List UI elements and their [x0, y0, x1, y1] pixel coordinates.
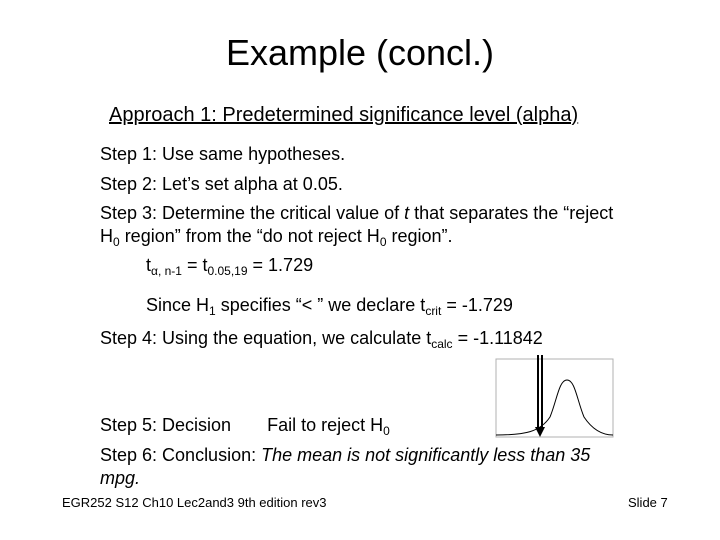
- since-c: = -1.729: [441, 295, 513, 315]
- step-2: Step 2: Let’s set alpha at 0.05.: [100, 174, 343, 194]
- formula-t: t: [146, 255, 152, 275]
- step-6-a: Step 6: Conclusion:: [100, 445, 262, 465]
- since-sub-1: 1: [209, 304, 216, 318]
- step-5-a: Step 5: Decision: [100, 415, 232, 435]
- step-5: [100, 415, 390, 436]
- step-6-line-2: mpg.: [100, 468, 141, 488]
- t-distribution-plot: [495, 355, 615, 440]
- since-statement: [146, 295, 513, 316]
- step-3-t: t: [404, 203, 410, 223]
- step-3-line-1: [100, 203, 613, 224]
- formula-sub-df: 0.05,19: [207, 264, 248, 278]
- step-4-sub: calc: [431, 337, 453, 351]
- step-4-a: Step 4: Using the equation, we calculate t: [100, 328, 432, 348]
- step-3-sub-0a: 0: [113, 235, 120, 249]
- step-5-sub: 0: [383, 424, 390, 438]
- step-3-mid: region” from the “do not reject H: [119, 226, 380, 246]
- since-b: specifies “< ” we declare t: [215, 295, 426, 315]
- step-3-end: region”.: [386, 226, 453, 246]
- since-a: Since H: [146, 295, 210, 315]
- step-4: [100, 328, 543, 349]
- formula-eq2: = 1.729: [247, 255, 314, 275]
- slide-subtitle: Approach 1: Predetermined significance level (alpha): [109, 104, 579, 126]
- slide-title: Example (concl.): [225, 32, 495, 73]
- step-3-pre: Step 3: Determine the critical value of: [100, 203, 405, 223]
- slide-number: Slide 7: [628, 495, 668, 510]
- step-3-line-2: [100, 226, 453, 247]
- step-1: Step 1: Use same hypotheses.: [100, 144, 346, 164]
- formula-eq1: = t: [181, 255, 208, 275]
- since-sub-crit: crit: [425, 304, 442, 318]
- step-5-b: Fail to reject H: [267, 415, 384, 435]
- critical-value-formula: [146, 255, 313, 276]
- step-6: [100, 445, 590, 466]
- step-3-sub-0b: 0: [379, 235, 387, 249]
- footer-course-info: EGR252 S12 Ch10 Lec2and3 9th edition rev3: [62, 495, 327, 510]
- plot-frame: [496, 359, 613, 437]
- formula-sub-alpha: α, n-1: [151, 264, 182, 278]
- step-3-post: that separates the “reject: [409, 203, 614, 223]
- step-6-conclusion: The mean is not significantly less than 35: [261, 445, 591, 465]
- step-4-b: = -1.11842: [452, 328, 543, 348]
- step-3-h: H: [100, 226, 113, 246]
